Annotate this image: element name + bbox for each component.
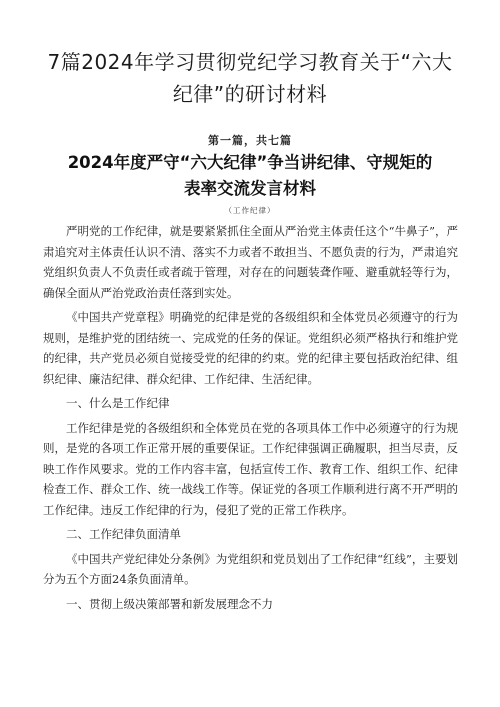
article-title: 2024年度严守“六大纪律”争当讲纪律、守规矩的表率交流发言材料	[67, 153, 433, 198]
body-paragraph: 《中国共产党章程》明确党的纪律是党的各级组织和全体党员必须遵守的行为规则，是维护党的团结统一、完成党的任务的保证。党组织必须严格执行和维护党的纪律，共产党员必须自觉接受党的纪律的约束。党的纪律主要包括政治纪律、组织纪律、廉洁纪律、群众纪律、工作纪律、生活纪律。	[43, 310, 458, 386]
body-paragraph: 《中国共产党纪律处分条例》为党组织和党员划出了工作纪律“红线”，主要划分为五个方面24条负面清单。	[43, 551, 458, 586]
body-paragraph: 工作纪律是党的各级组织和全体党员在党的各项具体工作中必须遵守的行为规则，是党的各项工作正常开展的重要保证。工作纪律强调正确履职，担当尽责，反映工作作风要求。党的工作内容丰富，包括宣传工作、教育工作、组织工作、纪律检查工作、群众工作、统一战线工作等。保证党的各项工作顺利进行离不开严明的工作纪律。违反工作纪律的行为，侵犯了党的正常工作秩序。	[43, 420, 458, 517]
document-title: 7篇2024年学习贯彻党纪学习教育关于“六大纪律”的研讨材料	[47, 50, 453, 106]
section-heading: 二、工作纪律负面清单	[66, 527, 181, 541]
article-body	[43, 221, 458, 618]
section-heading: 一、什么是工作纪律	[66, 396, 170, 410]
body-paragraph: 严明党的工作纪律，就是要紧紧抓住全面从严治党主体责任这个“牛鼻子”，严肃追究对主体责任认识不清、落实不力或者不敢担当、不愿负责的行为，严肃追究党组织负责人不负责任或者疏于管理，对存在的问题装聋作哑、避重就轻等行为，确保全面从严治党政治责任落到实处。	[43, 224, 458, 300]
part-label: 第一篇，共七篇	[208, 134, 292, 147]
section-heading: 一、贯彻上级决策部署和新发展理念不力	[66, 596, 273, 611]
section-tag: （工作纪律）	[224, 206, 276, 215]
